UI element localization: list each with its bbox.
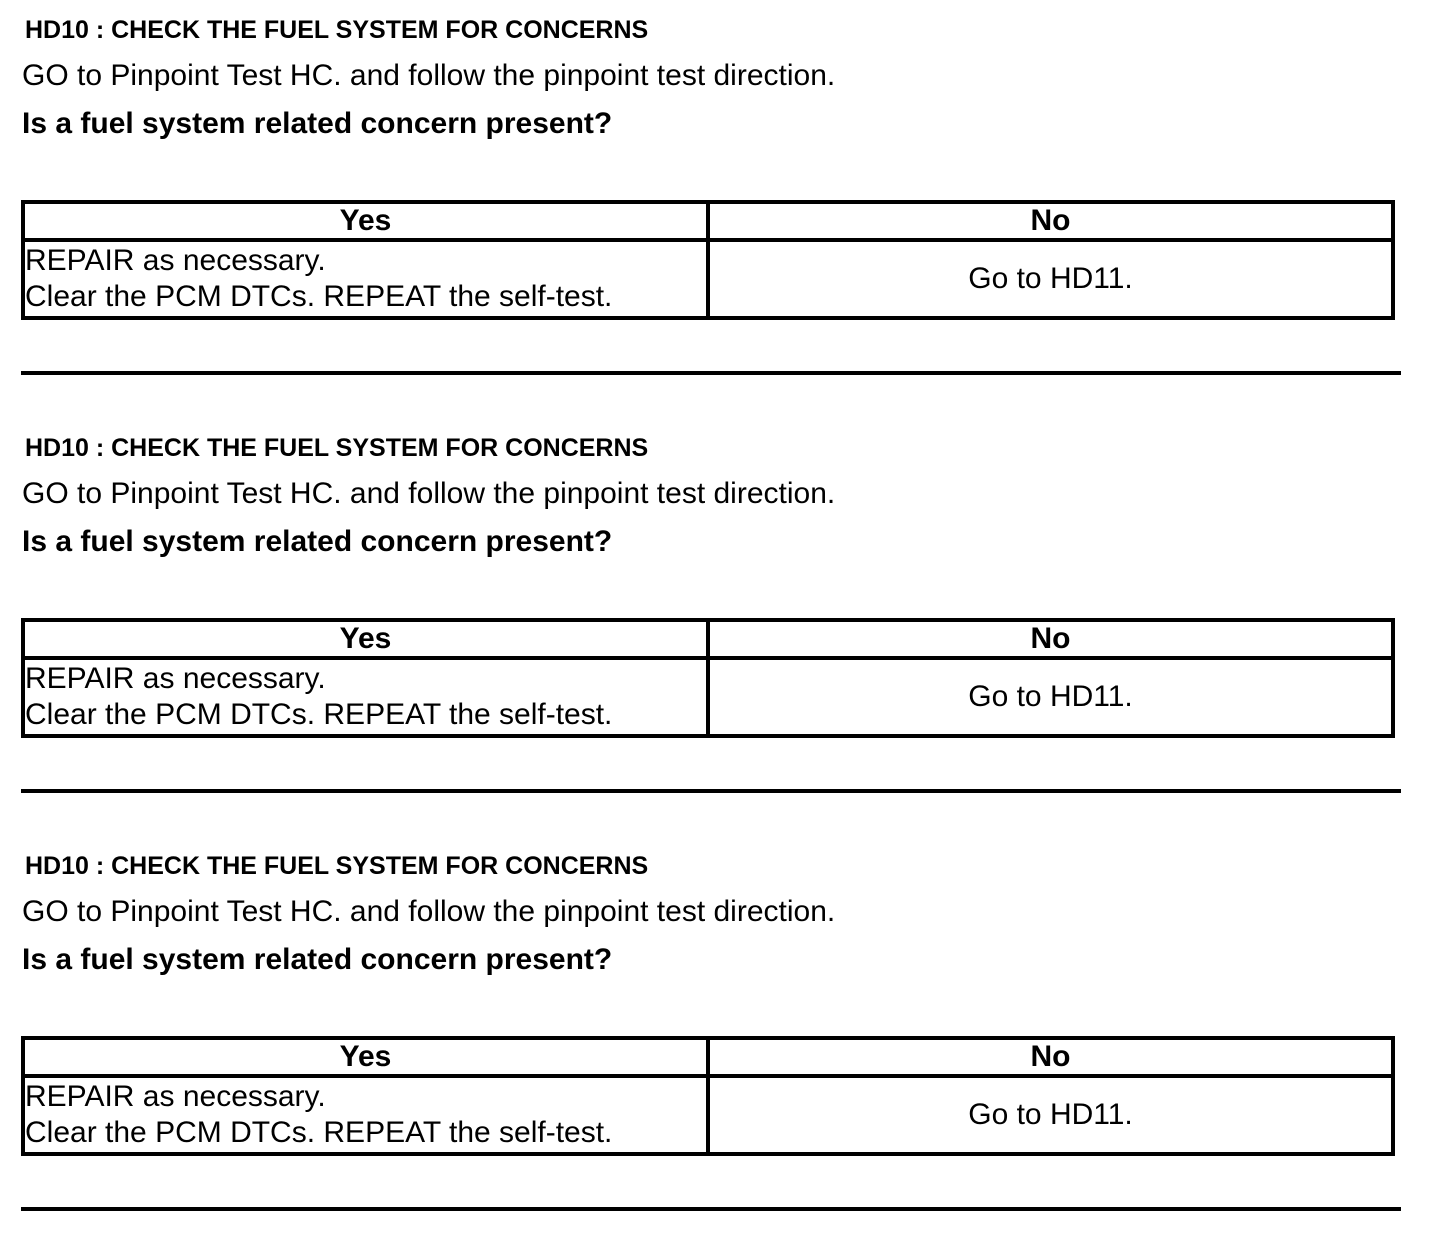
step-title: HD10 : CHECK THE FUEL SYSTEM FOR CONCERNS (25, 434, 649, 462)
diagnostic-step-section (0, 418, 1440, 836)
step-question: Is a fuel system related concern present? (22, 107, 613, 140)
no-column-header: No (708, 1038, 1393, 1076)
step-instruction: GO to Pinpoint Test HC. and follow the pinpoint test direction. (22, 477, 836, 510)
decision-table-header-row (23, 202, 1393, 240)
decision-table-row (23, 240, 1393, 318)
yes-column-header: Yes (23, 1038, 708, 1076)
decision-table (21, 1036, 1395, 1156)
decision-table-header-row (23, 620, 1393, 658)
yes-action-line-1: REPAIR as necessary. (25, 1080, 326, 1113)
yes-action-line-1: REPAIR as necessary. (25, 662, 326, 695)
section-divider (21, 371, 1401, 375)
decision-table (21, 200, 1395, 320)
yes-action-cell (23, 658, 708, 736)
step-title: HD10 : CHECK THE FUEL SYSTEM FOR CONCERNS (25, 16, 649, 44)
step-question: Is a fuel system related concern present? (22, 943, 613, 976)
decision-table-row (23, 658, 1393, 736)
decision-table (21, 618, 1395, 738)
decision-table-header-row (23, 1038, 1393, 1076)
step-instruction: GO to Pinpoint Test HC. and follow the pinpoint test direction. (22, 895, 836, 928)
step-instruction: GO to Pinpoint Test HC. and follow the pinpoint test direction. (22, 59, 836, 92)
no-column-header: No (708, 620, 1393, 658)
yes-action-line-1: REPAIR as necessary. (25, 244, 326, 277)
no-action-cell: Go to HD11. (708, 658, 1393, 736)
no-action-cell: Go to HD11. (708, 240, 1393, 318)
section-divider (21, 789, 1401, 793)
yes-action-line-2: Clear the PCM DTCs. REPEAT the self-test. (25, 698, 613, 731)
section-divider (21, 1207, 1401, 1211)
diagnostic-step-section (0, 0, 1440, 418)
no-column-header: No (708, 202, 1393, 240)
decision-table-row (23, 1076, 1393, 1154)
step-title: HD10 : CHECK THE FUEL SYSTEM FOR CONCERNS (25, 852, 649, 880)
step-question: Is a fuel system related concern present? (22, 525, 613, 558)
no-action-cell: Go to HD11. (708, 1076, 1393, 1154)
yes-column-header: Yes (23, 202, 708, 240)
yes-column-header: Yes (23, 620, 708, 658)
yes-action-cell (23, 240, 708, 318)
yes-action-line-2: Clear the PCM DTCs. REPEAT the self-test. (25, 1116, 613, 1149)
yes-action-line-2: Clear the PCM DTCs. REPEAT the self-test. (25, 280, 613, 313)
yes-action-cell (23, 1076, 708, 1154)
diagnostic-step-section (0, 836, 1440, 1254)
